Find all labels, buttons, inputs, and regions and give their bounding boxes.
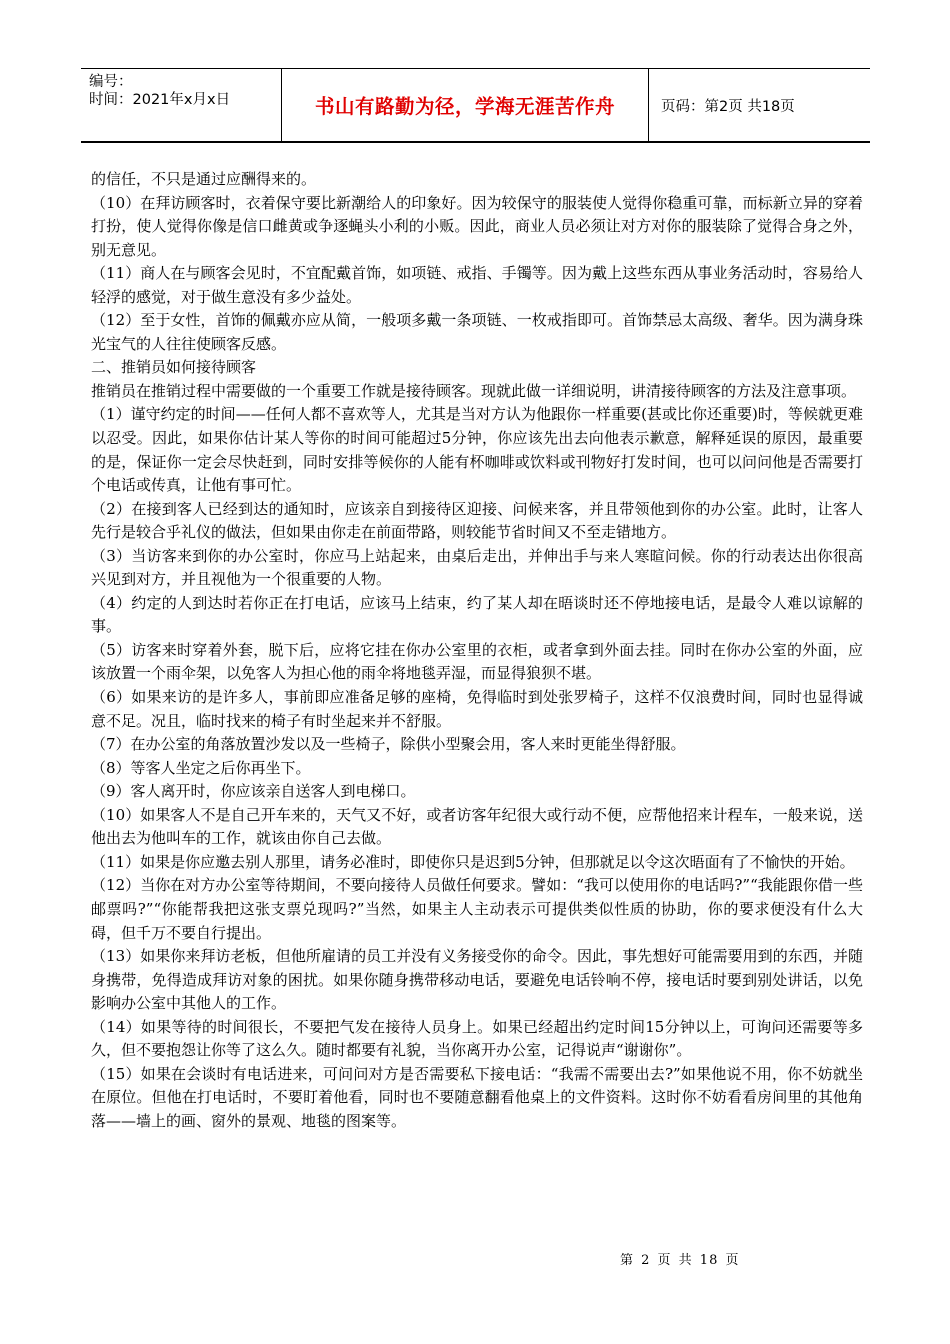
paragraph: （2）在接到客人已经到达的通知时，应该亲自到接待区迎接、问候来客，并且带领他到你的办公室。此时，让客人先行是较合乎礼仪的做法，但如果由你走在前面带路，则较能节省时间又不至走错地方。 bbox=[91, 499, 863, 542]
header-page-number: 页码：第2页 共18页 bbox=[661, 98, 795, 115]
paragraph: （10）如果客人不是自己开车来的，天气又不好，或者访客年纪很大或行动不便，应帮他招来计程车，一般来说，送他出去为他叫车的工作，就该由你自己去做。 bbox=[91, 805, 863, 848]
paragraph: （11）如果是你应邀去别人那里，请务必准时，即使你只是迟到5分钟，但那就足以令这次晤面有了不愉快的开始。 bbox=[91, 852, 855, 871]
document-time-label: 时间：2021年x月x日 bbox=[89, 92, 231, 108]
document-body bbox=[91, 168, 863, 1133]
paragraph: （12）至于女性，首饰的佩戴亦应从简，一般项多戴一条项链、一枚戒指即可。首饰禁忌太高级、奢华。因为满身珠光宝气的人往往使顾客反感。 bbox=[91, 311, 863, 353]
document-number-label: 编号： bbox=[89, 74, 133, 90]
paragraph: （8）等客人坐定之后你再坐下。 bbox=[91, 758, 311, 777]
paragraph: 的信任，不只是通过应酬得来的。 bbox=[91, 170, 317, 188]
header-meta bbox=[81, 69, 281, 141]
page-footer: 第 2 页 共 18 页 bbox=[620, 1253, 740, 1268]
paragraph: （6）如果来访的是许多人，事前即应准备足够的座椅，免得临时到处张罗椅子，这样不仅浪费时间，同时也显得诚意不足。况且，临时找来的椅子有时坐起来并不舒服。 bbox=[91, 688, 863, 730]
paragraph: （9）客人离开时，你应该亲自送客人到电梯口。 bbox=[91, 782, 416, 801]
paragraph: （15）如果在会谈时有电话进来，可问问对方是否需要私下接电话：“我需不需要出去?”如果他说不用，你不妨就坐在原位。但他在打电话时，不要盯着他看，同时也不要随意翻看他桌上的文件资料。这时你不妨看看房间里的其他角落——墙上的画、窗外的景观、地毯的图案等。 bbox=[91, 1064, 863, 1130]
paragraph: （7）在办公室的角落放置沙发以及一些椅子，除供小型聚会用，客人来时更能坐得舒服。 bbox=[91, 735, 686, 754]
header-motto: 书山有路勤为径，学海无涯苦作舟 bbox=[281, 69, 649, 141]
paragraph: （1）谨守约定的时间——任何人都不喜欢等人，尤其是当对方认为他跟你一样重要(甚或比你还重要)时，等候就更难以忍受。因此，如果你估计某人等你的时间可能超过5分钟，你应该先出去向他表示歉意，解释延误的原因，最重要的是，保证你一定会尽快赶到，同时安排等候你的人能有杯咖啡或饮料或刊物好打发时间，也可以问问他是否需要打个电话或传真，让他有事可忙。 bbox=[91, 405, 863, 495]
paragraph: （12）当你在对方办公室等待期间，不要向接待人员做任何要求。譬如：“我可以使用你的电话吗?”“我能跟你借一些邮票吗?”“你能帮我把这张支票兑现吗?”当然，如果主人主动表示可提供类似性质的协助，你的要求便没有什么大碍，但千万不要自行提出。 bbox=[91, 876, 863, 942]
paragraph: （4）约定的人到达时若你正在打电话，应该马上结束，约了某人却在晤谈时还不停地接电话，是最令人难以谅解的事。 bbox=[91, 593, 863, 636]
paragraph: （3）当访客来到你的办公室时，你应马上站起来，由桌后走出，并伸出手与来人寒暄问候。你的行动表达出你很高兴见到对方，并且视他为一个很重要的人物。 bbox=[91, 546, 863, 589]
paragraph: （5）访客来时穿着外套，脱下后，应将它挂在你办公室里的衣柜，或者拿到外面去挂。同时在你办公室的外面，应该放置一个雨伞架，以免客人为担心他的雨伞将地毯弄湿，而显得狼狈不堪。 bbox=[91, 640, 863, 683]
paragraph: （11）商人在与顾客会见时，不宜配戴首饰，如项链、戒指、手镯等。因为戴上这些东西从事业务活动时，容易给人轻浮的感觉，对于做生意没有多少益处。 bbox=[91, 264, 863, 306]
paragraph: （14）如果等待的时间很长，不要把气发在接待人员身上。如果已经超出约定时间15分钟以上，可询问还需要等多久，但不要抱怨让你等了这么久。随时都要有礼貌，当你离开办公室，记得说声“谢谢你”。 bbox=[91, 1017, 863, 1060]
page-header bbox=[81, 68, 870, 143]
paragraph: （10）在拜访顾客时，衣着保守要比新潮给人的印象好。因为较保守的服装使人觉得你稳重可靠，而标新立异的穿着打扮，使人觉得你像是信口雌黄或争逐蝇头小利的小贩。因此，商业人员必须让对方对你的服装除了觉得合身之外，别无意见。 bbox=[91, 193, 863, 259]
paragraph: 推销员在推销过程中需要做的一个重要工作就是接待顾客。现就此做一详细说明，讲清接待顾客的方法及注意事项。 bbox=[91, 381, 857, 400]
paragraph: （13）如果你来拜访老板，但他所雇请的员工并没有义务接受你的命令。因此，事先想好可能需要用到的东西，并随身携带，免得造成拜访对象的困扰。如果你随身携带移动电话，要避免电话铃响不停，接电话时要到别处讲话，以免影响办公室中其他人的工作。 bbox=[91, 947, 863, 1013]
section-heading: 二、推销员如何接待顾客 bbox=[91, 358, 257, 377]
